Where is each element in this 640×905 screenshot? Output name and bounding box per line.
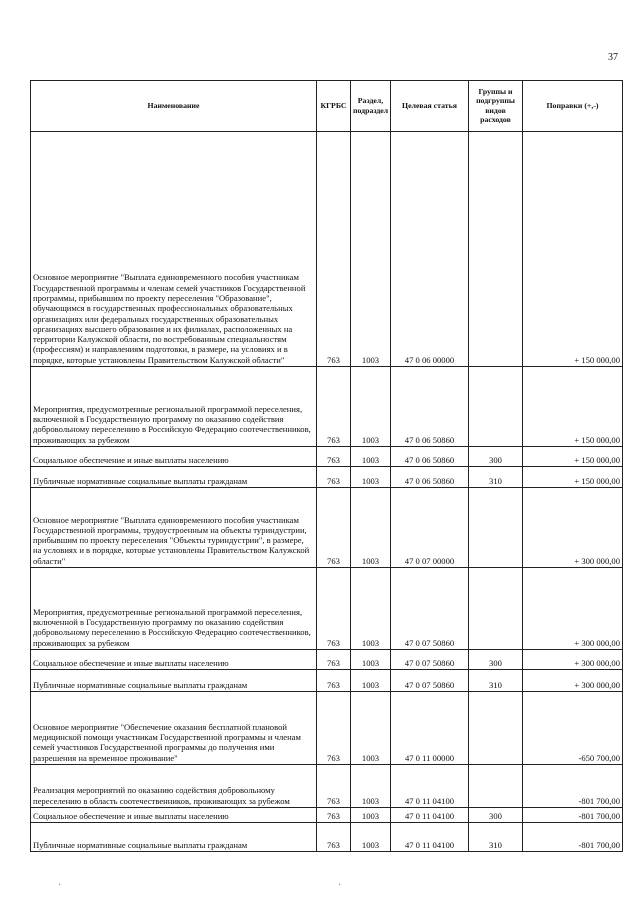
row-kgrbs: 763 bbox=[317, 367, 351, 447]
table-row bbox=[31, 670, 623, 692]
row-kgrbs: 763 bbox=[317, 670, 351, 692]
table-row bbox=[31, 808, 623, 823]
row-name: Социальное обеспечение и иные выплаты населению bbox=[31, 650, 317, 670]
row-target: 47 0 07 50860 bbox=[391, 670, 469, 692]
page-number: 37 bbox=[608, 52, 618, 63]
header-kgrbs: КГРБС bbox=[317, 81, 351, 132]
row-group: 300 bbox=[469, 808, 523, 823]
table-row bbox=[31, 650, 623, 670]
row-target: 47 0 11 04100 bbox=[391, 823, 469, 852]
row-name: Социальное обеспечение и иные выплаты населению bbox=[31, 808, 317, 823]
row-amount: + 150 000,00 bbox=[523, 132, 623, 367]
row-amount: + 150 000,00 bbox=[523, 467, 623, 488]
row-kgrbs: 763 bbox=[317, 765, 351, 808]
budget-amendments-table bbox=[30, 80, 623, 852]
scan-mark: · bbox=[58, 880, 62, 891]
table-row bbox=[31, 367, 623, 447]
row-kgrbs: 763 bbox=[317, 692, 351, 765]
table-row bbox=[31, 823, 623, 852]
row-group: 310 bbox=[469, 467, 523, 488]
row-section: 1003 bbox=[351, 765, 391, 808]
row-name: Публичные нормативные социальные выплаты гражданам bbox=[31, 670, 317, 692]
row-target: 47 0 07 50860 bbox=[391, 568, 469, 650]
row-name: Основное мероприятие "Выплата единовременного пособия участникам Государственной программы и членам семей участников Государственной программы, прибывшим по проекту переселения "Образование", обучающимся в государственных профессиональных образовательных организациях или федеральных государственных образовательных организациях высшего образования и их филиалах, расположенных на территории Калужской области, по востребованным специальностям (профессиям) и направлениям подготовки, в размере, на условиях и в порядке, которые установлены Правительством Калужской области" bbox=[31, 132, 317, 367]
row-kgrbs: 763 bbox=[317, 132, 351, 367]
row-amount: -801 700,00 bbox=[523, 808, 623, 823]
table-row bbox=[31, 488, 623, 568]
header-target: Целевая статья bbox=[391, 81, 469, 132]
row-name: Основное мероприятие "Выплата единовременного пособия участникам Государственной программы, трудоустроенным на объекты туриндустрии, прибывшим по проекту переселения "Объекты туриндустрии", в размере, на условиях и в порядке, которые установлены Правительством Калужской области" bbox=[31, 488, 317, 568]
row-amount: + 300 000,00 bbox=[523, 650, 623, 670]
row-target: 47 0 06 50860 bbox=[391, 467, 469, 488]
row-target: 47 0 06 50860 bbox=[391, 447, 469, 467]
row-amount: -801 700,00 bbox=[523, 765, 623, 808]
row-amount: -650 700,00 bbox=[523, 692, 623, 765]
row-group: 310 bbox=[469, 823, 523, 852]
row-group bbox=[469, 132, 523, 367]
row-section: 1003 bbox=[351, 488, 391, 568]
row-section: 1003 bbox=[351, 650, 391, 670]
row-group bbox=[469, 488, 523, 568]
row-name: Мероприятия, предусмотренные региональной программой переселения, включенной в Государственную программу по оказанию содействия добровольному переселению в Российскую Федерацию соотечественников, проживающих за рубежом bbox=[31, 568, 317, 650]
row-amount: + 150 000,00 bbox=[523, 447, 623, 467]
header-section: Раздел, подраздел bbox=[351, 81, 391, 132]
header-name: Наименование bbox=[31, 81, 317, 132]
table-row bbox=[31, 765, 623, 808]
row-group: 300 bbox=[469, 447, 523, 467]
row-section: 1003 bbox=[351, 467, 391, 488]
row-kgrbs: 763 bbox=[317, 488, 351, 568]
row-section: 1003 bbox=[351, 447, 391, 467]
row-group bbox=[469, 692, 523, 765]
row-section: 1003 bbox=[351, 808, 391, 823]
row-name: Основное мероприятие "Обеспечение оказания бесплатной плановой медицинской помощи участникам Государственной программы и членам семей участников Государственной программы до получения ими разрешения на временное проживание" bbox=[31, 692, 317, 765]
row-target: 47 0 07 00000 bbox=[391, 488, 469, 568]
row-section: 1003 bbox=[351, 692, 391, 765]
row-amount: -801 700,00 bbox=[523, 823, 623, 852]
row-section: 1003 bbox=[351, 670, 391, 692]
row-target: 47 0 11 04100 bbox=[391, 765, 469, 808]
table-header-row bbox=[31, 81, 623, 132]
row-section: 1003 bbox=[351, 823, 391, 852]
scan-mark: · bbox=[338, 880, 342, 891]
row-section: 1003 bbox=[351, 568, 391, 650]
row-section: 1003 bbox=[351, 132, 391, 367]
row-section: 1003 bbox=[351, 367, 391, 447]
row-name: Реализация мероприятий по оказанию содействия добровольному переселению в область соотечественников, проживающих за рубежом bbox=[31, 765, 317, 808]
row-target: 47 0 11 04100 bbox=[391, 808, 469, 823]
row-kgrbs: 763 bbox=[317, 447, 351, 467]
table-row bbox=[31, 692, 623, 765]
row-group bbox=[469, 765, 523, 808]
row-target: 47 0 11 00000 bbox=[391, 692, 469, 765]
row-kgrbs: 763 bbox=[317, 467, 351, 488]
row-group bbox=[469, 367, 523, 447]
row-name: Мероприятия, предусмотренные региональной программой переселения, включенной в Государственную программу по оказанию содействия добровольному переселению в Российскую Федерацию соотечественников, проживающих за рубежом bbox=[31, 367, 317, 447]
header-amendments: Поправки (+,-) bbox=[523, 81, 623, 132]
table-row bbox=[31, 568, 623, 650]
row-amount: + 150 000,00 bbox=[523, 367, 623, 447]
row-kgrbs: 763 bbox=[317, 823, 351, 852]
row-target: 47 0 07 50860 bbox=[391, 650, 469, 670]
row-name: Публичные нормативные социальные выплаты гражданам bbox=[31, 467, 317, 488]
row-kgrbs: 763 bbox=[317, 568, 351, 650]
row-amount: + 300 000,00 bbox=[523, 670, 623, 692]
table-row bbox=[31, 447, 623, 467]
row-name: Социальное обеспечение и иные выплаты населению bbox=[31, 447, 317, 467]
header-groups: Группы и подгруппы видов расходов bbox=[469, 81, 523, 132]
row-amount: + 300 000,00 bbox=[523, 568, 623, 650]
row-name: Публичные нормативные социальные выплаты гражданам bbox=[31, 823, 317, 852]
row-group: 300 bbox=[469, 650, 523, 670]
row-target: 47 0 06 50860 bbox=[391, 367, 469, 447]
row-group: 310 bbox=[469, 670, 523, 692]
table-row bbox=[31, 132, 623, 367]
row-kgrbs: 763 bbox=[317, 808, 351, 823]
row-kgrbs: 763 bbox=[317, 650, 351, 670]
row-amount: + 300 000,00 bbox=[523, 488, 623, 568]
row-group bbox=[469, 568, 523, 650]
table-row bbox=[31, 467, 623, 488]
row-target: 47 0 06 00000 bbox=[391, 132, 469, 367]
